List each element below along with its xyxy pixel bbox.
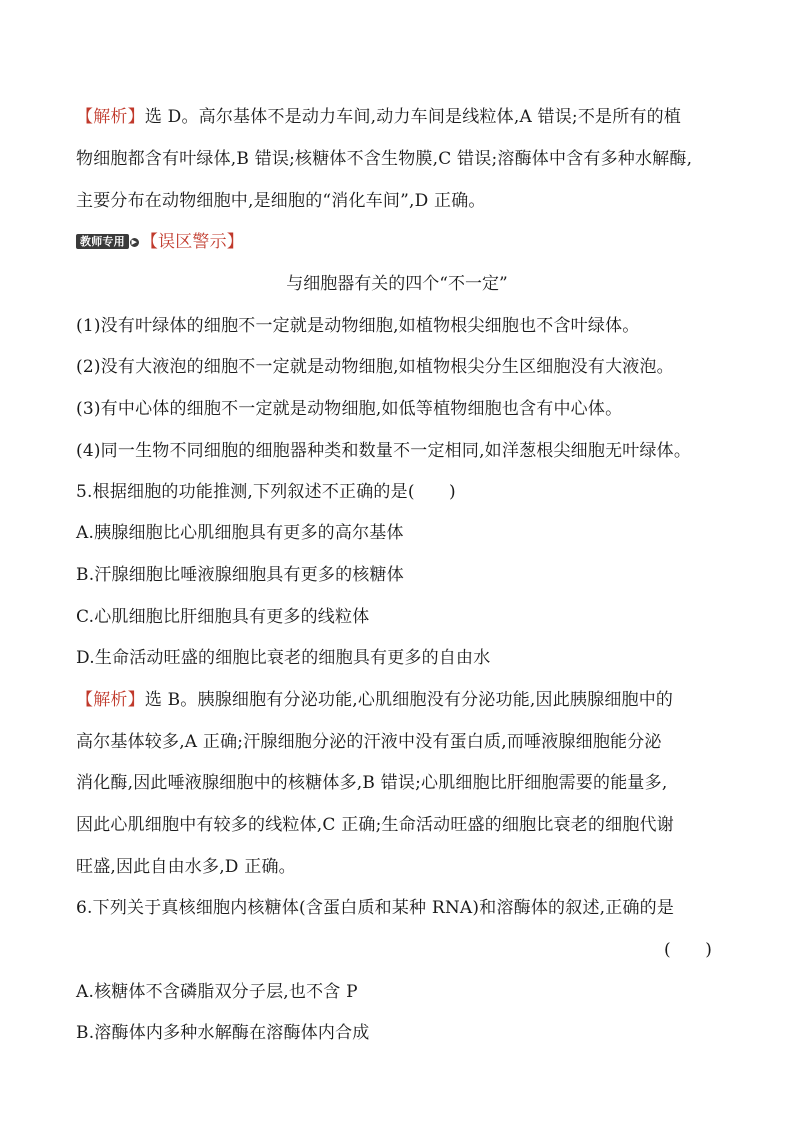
analysis-label: 【解析】 — [76, 107, 145, 127]
play-arrow-icon: ▶ — [131, 238, 138, 246]
q4-analysis-line-1: 【解析】选 D。高尔基体不是动力车间,动力车间是线粒体,A 错误;不是所有的植 — [76, 107, 682, 127]
q5-stem: 5.根据细胞的功能推测,下列叙述不正确的是( ) — [76, 482, 456, 502]
teacher-only-badge: 教师专用 — [76, 234, 129, 249]
warning-item-3: (3)有中心体的细胞不一定就是动物细胞,如低等植物细胞也含有中心体。 — [76, 399, 623, 419]
warning-label: 【误区警示】 — [140, 232, 245, 252]
q5-analysis-line-1: 【解析】选 B。胰腺细胞有分泌功能,心肌细胞没有分泌功能,因此胰腺细胞中的 — [76, 690, 674, 710]
q5-option-d: D.生命活动旺盛的细胞比衰老的细胞具有更多的自由水 — [76, 648, 491, 668]
q5-option-a: A.胰腺细胞比心肌细胞具有更多的高尔基体 — [76, 523, 404, 543]
q4-analysis-line-3: 主要分布在动物细胞中,是细胞的“消化车间”,D 正确。 — [76, 191, 486, 211]
warning-item-1: (1)没有叶绿体的细胞不一定就是动物细胞,如植物根尖细胞也不含叶绿体。 — [76, 316, 640, 336]
analysis-label: 【解析】 — [76, 690, 145, 710]
q6-option-a: A.核糖体不含磷脂双分子层,也不含 P — [76, 982, 358, 1002]
warning-title: 与细胞器有关的四个“不一定” — [286, 274, 508, 294]
warning-header — [76, 231, 244, 253]
q5-analysis-line-2: 高尔基体较多,A 正确;汗腺细胞分泌的汗液中没有蛋白质,而唾液腺细胞能分泌 — [76, 732, 662, 752]
q4-analysis-line-2: 物细胞都含有叶绿体,B 错误;核糖体不含生物膜,C 错误;溶酶体中含有多种水解酶, — [76, 149, 693, 169]
q5-option-c: C.心肌细胞比肝细胞具有更多的线粒体 — [76, 607, 370, 627]
q5-analysis-line-3: 消化酶,因此唾液腺细胞中的核糖体多,B 错误;心肌细胞比肝细胞需要的能量多, — [76, 773, 668, 793]
q6-option-b: B.溶酶体内多种水解酶在溶酶体内合成 — [76, 1023, 370, 1043]
warning-item-4: (4)同一生物不同细胞的细胞器种类和数量不一定相同,如洋葱根尖细胞无叶绿体。 — [76, 441, 692, 461]
q5-analysis-line-5: 旺盛,因此自由水多,D 正确。 — [76, 857, 296, 877]
q5-option-b: B.汗腺细胞比唾液腺细胞具有更多的核糖体 — [76, 565, 404, 585]
q6-stem: 6.下列关于真核细胞内核糖体(含蛋白质和某种 RNA)和溶酶体的叙述,正确的是 — [76, 898, 675, 918]
q6-answer-bracket: ( ) — [664, 940, 713, 960]
q5-analysis-line-4: 因此心肌细胞中有较多的线粒体,C 正确;生命活动旺盛的细胞比衰老的细胞代谢 — [76, 815, 674, 835]
warning-item-2: (2)没有大液泡的细胞不一定就是动物细胞,如植物根尖分生区细胞没有大液泡。 — [76, 357, 674, 377]
